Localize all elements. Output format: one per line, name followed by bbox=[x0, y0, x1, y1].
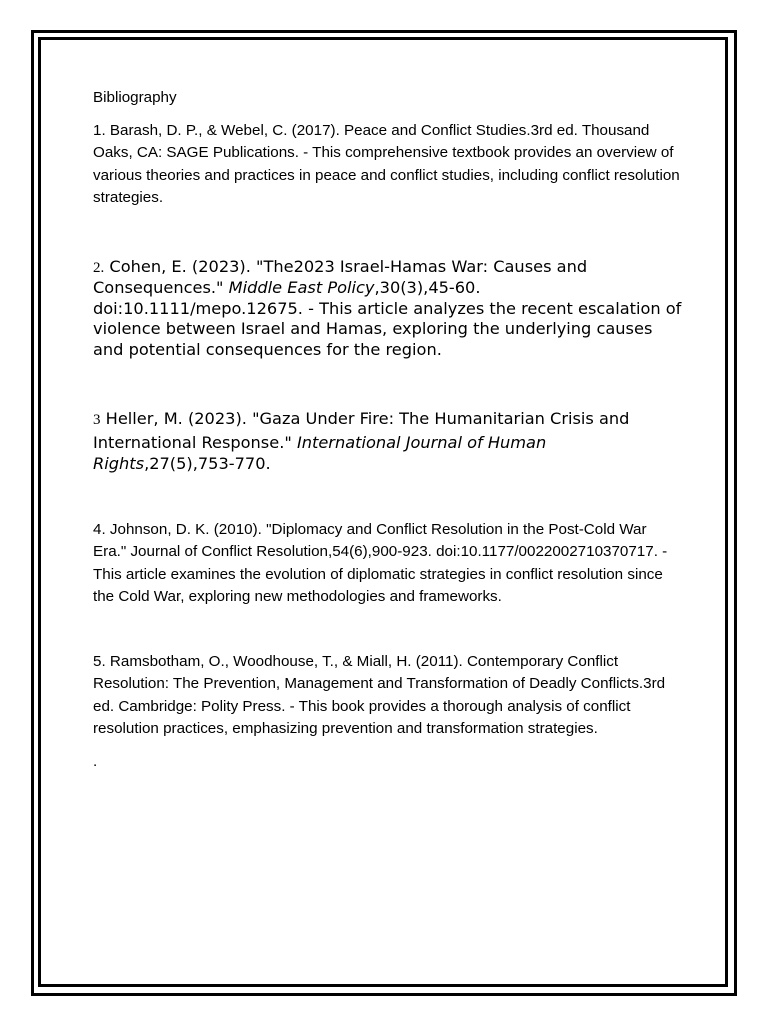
entry-text: Johnson, D. K. (2010). "Diplomacy and Conflict Resolution in the Post-Cold War Era." Journal of Conflict Resolution,54(6),900-923. doi:10.1177/0022002710370717. - This article examines the evolution of diplomatic strategies in conflict resolution since the Cold War, exploring new methodologies and frameworks. bbox=[93, 520, 668, 605]
entry-tail: ,30(3),45-60. doi:10.1111/mepo.12675. - This article analyzes the recent escalation of violence between Israel and Hamas, exploring the underlying causes and potential consequences for the region. bbox=[93, 278, 682, 359]
entry-number: 4. bbox=[93, 520, 106, 538]
entry-number: 1. bbox=[93, 121, 106, 139]
trailing-period: . bbox=[93, 752, 98, 770]
entry-lead: Heller, M. (2023). "Gaza Under Fire: The Humanitarian Crisis and International Response." bbox=[93, 409, 630, 452]
bibliography-heading: Bibliography bbox=[93, 89, 177, 106]
entry-number: 5. bbox=[93, 652, 106, 670]
entry-text: Barash, D. P., & Webel, C. (2017). Peace and Conflict Studies.3rd ed. Thousand Oaks, CA: SAGE Publications. - This comprehensive textbook provides an overview of various theories and practices in peace and conflict studies, including conflict resolution strategies. bbox=[93, 121, 680, 206]
bibliography-entry-1 bbox=[93, 120, 683, 210]
entry-journal: Middle East Policy bbox=[228, 278, 375, 297]
document-body bbox=[93, 87, 683, 773]
bibliography-entry-4 bbox=[93, 519, 683, 609]
entry-lead: Cohen, E. (2023). "The2023 Israel-Hamas War: Causes and Consequences." bbox=[93, 256, 588, 297]
entry-number: 3 bbox=[93, 412, 101, 428]
bibliography-entry-2 bbox=[93, 257, 683, 361]
entry-tail: ,27(5),753-770. bbox=[144, 454, 271, 473]
bibliography-entry-3 bbox=[93, 408, 683, 475]
bibliography-entry-5 bbox=[93, 651, 683, 741]
entry-journal: International Journal of Human Rights bbox=[93, 432, 547, 473]
entry-text: Ramsbotham, O., Woodhouse, T., & Miall, H. (2011). Contemporary Conflict Resolution: The Prevention, Management and Transformation of Deadly Conflicts.3rd ed. Cambridge: Polity Press. - This book provides a thorough analysis of conflict resolution practices, emphasizing prevention and transformation strategies. bbox=[93, 652, 666, 737]
entry-number: 2. bbox=[93, 259, 105, 276]
